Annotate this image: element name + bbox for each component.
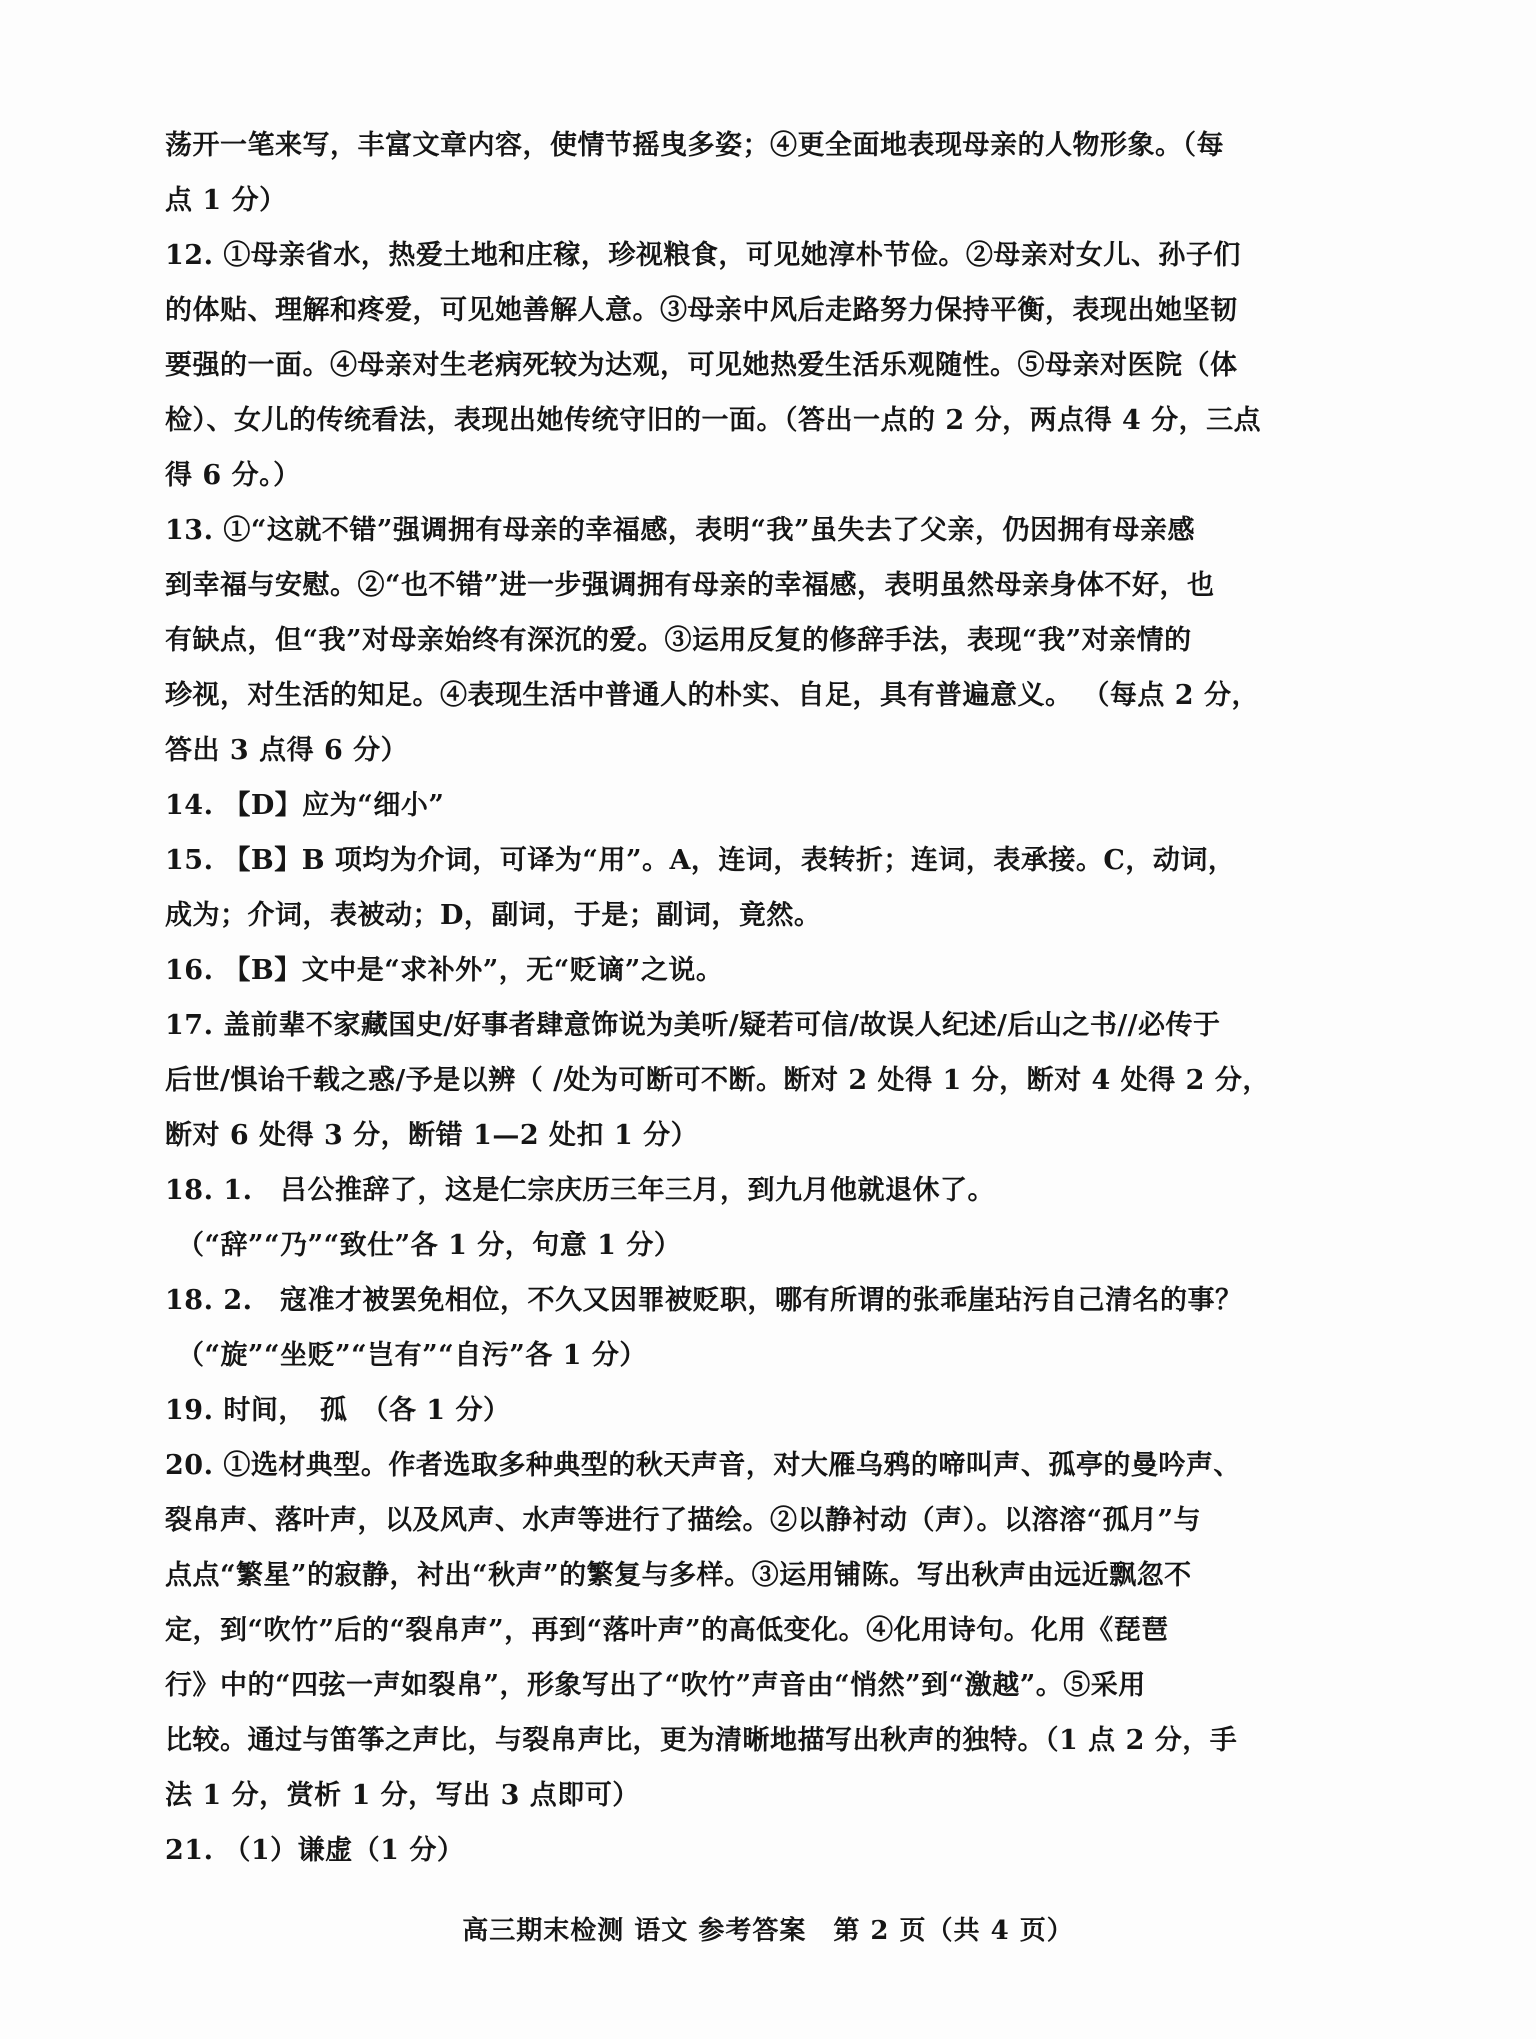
text-line: 18. 2. 寇准才被罢免相位，不久又因罪被贬职，哪有所谓的张乖崖玷污自己清名的事？ — [165, 1285, 1243, 1316]
text-line: 荡开一笔来写，丰富文章内容，使情节摇曳多姿；④更全面地表现母亲的人物形象。（每 — [165, 130, 1224, 161]
text-line: 答出 3 点得 6 分） — [165, 735, 409, 766]
text-line: 20. ①选材典型。作者选取多种典型的秋天声音，对大雁乌鸦的啼叫声、孤亭的曼吟声、 — [165, 1450, 1241, 1481]
text-line: 12. ①母亲省水，热爱土地和庄稼，珍视粮食，可见她淳朴节俭。②母亲对女儿、孙子们 — [165, 240, 1241, 271]
text-line: 有缺点，但“我”对母亲始终有深沉的爱。③运用反复的修辞手法，表现“我”对亲情的 — [165, 625, 1192, 656]
text-line: 定，到“吹竹”后的“裂帛声”，再到“落叶声”的高低变化。④化用诗句。化用《琵琶 — [165, 1615, 1169, 1646]
text-line: 断对 6 处得 3 分，断错 1—2 处扣 1 分） — [165, 1120, 699, 1151]
text-line: 比较。通过与笛筝之声比，与裂帛声比，更为清晰地描写出秋声的独特。（1 点 2 分，手 — [165, 1725, 1238, 1756]
text-line: （“辞”“乃”“致仕”各 1 分，句意 1 分） — [177, 1230, 682, 1261]
text-line: 18. 1. 吕公推辞了，这是仁宗庆历三年三月，到九月他就退休了。 — [165, 1175, 996, 1206]
text-line: 15. 【B】B 项均为介词，可译为“用”。A，连词，表转折；连词，表承接。C，动词， — [165, 845, 1236, 876]
text-line: 到幸福与安慰。②“也不错”进一步强调拥有母亲的幸福感，表明虽然母亲身体不好，也 — [165, 570, 1215, 601]
text-line: （“旋”“坐贬”“岂有”“自污”各 1 分） — [177, 1340, 647, 1371]
text-line: 21. （1）谦虚（1 分） — [165, 1835, 465, 1866]
text-line: 19. 时间， 孤 （各 1 分） — [165, 1395, 511, 1426]
text-line: 后世/惧诒千载之惑/予是以辨（ /处为可断可不断。断对 2 处得 1 分，断对 4 处得 2 分， — [165, 1065, 1270, 1096]
text-line: 点点“繁星”的寂静，衬出“秋声”的繁复与多样。③运用铺陈。写出秋声由远近飘忽不 — [165, 1560, 1192, 1591]
answer-text — [165, 118, 1365, 1878]
text-line: 裂帛声、落叶声，以及风声、水声等进行了描绘。②以静衬动（声）。以溶溶“孤月”与 — [165, 1505, 1202, 1536]
text-line: 行》中的“四弦一声如裂帛”，形象写出了“吹竹”声音由“悄然”到“激越”。⑤采用 — [165, 1670, 1146, 1701]
text-line: 点 1 分） — [165, 185, 287, 216]
text-line: 得 6 分。） — [165, 460, 301, 491]
text-line: 成为；介词，表被动；D，副词，于是；副词，竟然。 — [165, 900, 822, 931]
text-line: 检）、女儿的传统看法，表现出她传统守旧的一面。（答出一点的 2 分，两点得 4 分，三点 — [165, 405, 1262, 436]
text-line: 要强的一面。④母亲对生老病死较为达观，可见她热爱生活乐观随性。⑤母亲对医院（体 — [165, 350, 1238, 381]
text-line: 14. 【D】应为“细小” — [165, 790, 445, 821]
text-line: 法 1 分，赏析 1 分，写出 3 点即可） — [165, 1780, 640, 1811]
text-line: 13. ①“这就不错”强调拥有母亲的幸福感，表明“我”虽失去了父亲，仍因拥有母亲感 — [165, 515, 1195, 546]
text-line: 的体贴、理解和疼爱，可见她善解人意。③母亲中风后走路努力保持平衡，表现出她坚韧 — [165, 295, 1238, 326]
text-line: 珍视，对生活的知足。④表现生活中普通人的朴实、自足，具有普遍意义。 （每点 2 分， — [165, 680, 1259, 711]
text-line: 17. 盖前辈不家藏国史/好事者肆意饰说为美听/疑若可信/故误人纪述/后山之书//必传于 — [165, 1010, 1221, 1041]
text-line: 16. 【B】文中是“求补外”，无“贬谪”之说。 — [165, 955, 724, 986]
page-footer: 高三期末检测 语文 参考答案 第 2 页（共 4 页） — [462, 1916, 1074, 1946]
